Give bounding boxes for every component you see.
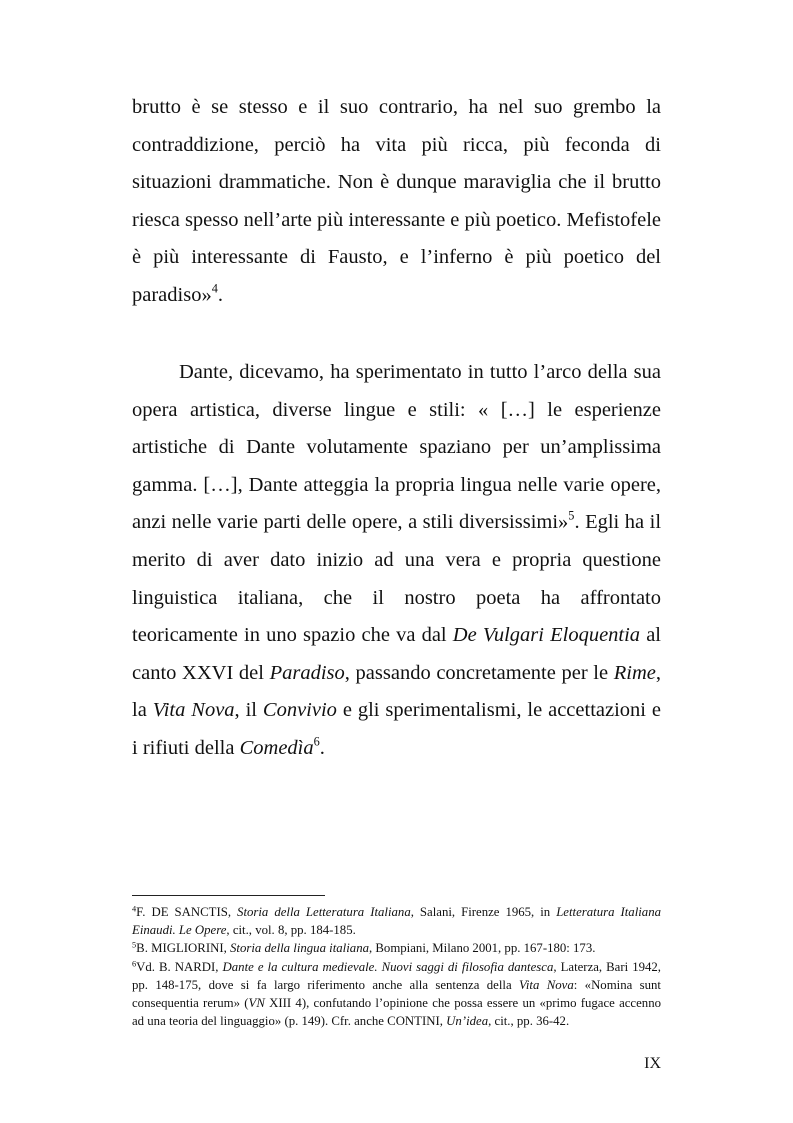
title-rime: Rime	[613, 661, 656, 684]
footnote-ref-4: 4	[211, 281, 218, 296]
title-de-vulgari-eloquentia: De Vulgari Eloquentia	[452, 624, 641, 647]
footnote-separator	[132, 895, 325, 896]
footnote-ref-5: 5	[568, 508, 575, 523]
title-paradiso: Paradiso	[269, 661, 345, 684]
body-paragraph-1: brutto è se stesso e il suo contrario, ha nel suo grembo la contraddizione, perciò ha vita più ricca, più feconda di situazioni drammatiche. Non è dunque maraviglia che il brutto riesca spesso nell’arte più interessante e più poetico. Mefistofele è più interessante di Fausto, e l’inferno è più poetico del paradiso»$^4$.	[132, 96, 661, 306]
footnotes	[132, 903, 661, 1030]
footnote-5: $^5$B. MIGLIORINI, Storia della lingua italiana, Bompiani, Milano 2001, pp. 167-180: 173.	[132, 940, 596, 956]
footnote-6: $^6$Vd. B. NARDI, Dante e la cultura medievale. Nuovi saggi di filosofia dantesca, Laterza, Bari 1942, pp. 148-175, dove si fa largo riferimento anche alla sentenza della Vita Nova: «Nomina sunt consequentia rerum» (VN XIII 4), confutando l’opinione che possa essere un «primo fugace accenno ad una teoria del linguaggio» (p. 149). Cfr. anche CONTINI, Un’idea, cit., pp. 36-42.	[132, 959, 661, 1029]
title-comedia: Comedìa	[239, 736, 314, 759]
footnote-4: $^4$F. DE SANCTIS, Storia della Letteratura Italiana, Salani, Firenze 1965, in Letteratura Italiana Einaudi. Le Opere, cit., vol. 8, pp. 184-185.	[132, 904, 661, 938]
page-number: IX	[644, 1055, 661, 1072]
title-vita-nova: Vita Nova	[152, 699, 235, 722]
title-convivio: Convivio	[262, 699, 337, 722]
body-paragraph-2: Dante, dicevamo, ha sperimentato in tutto l’arco della sua opera artistica, diverse lingue e stili: « […] le esperienze artistiche di Dante volutamente spaziano per un’amplissima gamma. […], Dante atteggia la propria lingua nelle varie opere, anzi nelle varie parti delle opere, a stili diversissimi»$^5$. Egli ha il merito di aver dato inizio ad una vera e propria questione linguistica italiana, che il nostro poeta ha affrontato teoricamente in uno spazio che va dal De Vulgari Eloquentia al canto XXVI del Paradiso, passando concretamente per le Rime, la Vita Nova, il Convivio e gli sperimentalismi, le accettazioni e i rifiuti della Comedìa$^6$.	[132, 361, 662, 759]
footnote-ref-6: 6	[313, 734, 320, 749]
